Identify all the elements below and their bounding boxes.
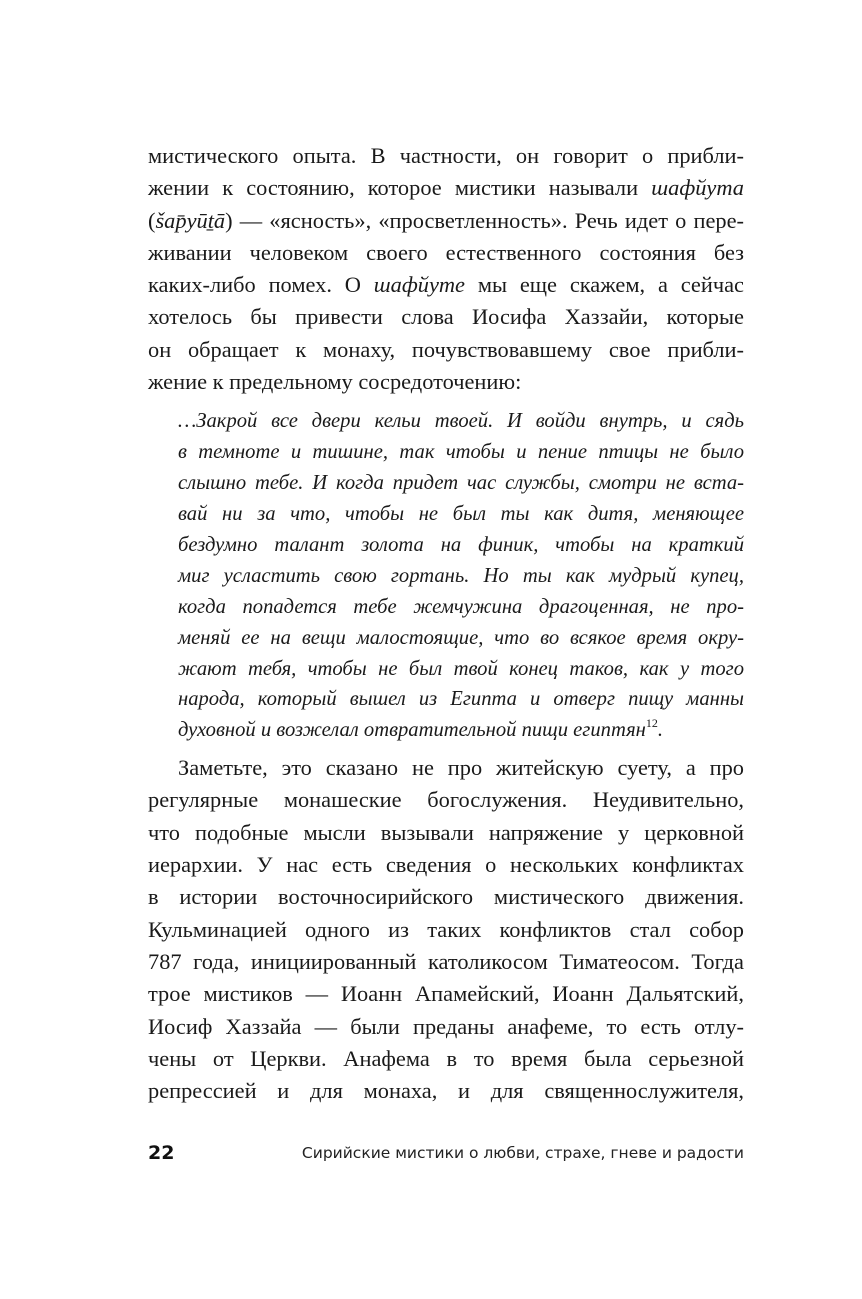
term-shafyuta: шафйута — [651, 175, 744, 201]
quote-line: в темноте и тишине, так чтобы и пение птицы не было — [178, 441, 744, 464]
quote-line: когда попадется тебе жемчужина драгоценная, не про- — [178, 595, 744, 618]
quote-line: слышно тебе. И когда придет час службы, смотри не вста- — [178, 472, 744, 495]
text-line: иерархии. У нас есть сведения о нескольких конфликтах — [148, 852, 744, 878]
text-line: живании человеком своего естественного состояния без — [148, 239, 744, 265]
text-line: он обращает к монаху, почувствовавшему свое прибли- — [148, 336, 744, 362]
text-line: (šap̄yūṯā) — «ясность», «просветленность». Речь идет о пере- — [148, 207, 744, 233]
page-body — [148, 140, 744, 1107]
text-line: репрессией и для монаха, и для священнослужителя, — [148, 1078, 744, 1104]
page-footer — [148, 1138, 744, 1168]
text-line: трое мистиков — Иоанн Апамейский, Иоанн Дальятский, — [148, 981, 744, 1007]
text-line: чены от Церкви. Анафема в то время была серьезной — [148, 1045, 744, 1071]
text-line: в истории восточносирийского мистического движения. — [148, 884, 744, 910]
text-line: жении к состоянию, которое мистики называли шафйута — [148, 175, 744, 201]
text-line: что подобные мысли вызывали напряжение у церковной — [148, 819, 744, 845]
text-line: мистического опыта. В частности, он говорит о прибли- — [148, 143, 744, 168]
paragraph-2 — [148, 752, 744, 1107]
footnote-reference[interactable]: 12 — [645, 716, 658, 731]
quote-line: миг усластить свою гортань. Но ты как мудрый купец, — [178, 564, 744, 587]
paragraph-1 — [148, 140, 744, 398]
quote-line: …Закрой все двери кельи твоей. И войди внутрь, и сядь — [178, 410, 744, 433]
quote-line: меняй ее на вещи малостоящие, что во всякое время окру- — [178, 626, 744, 649]
text-line: хотелось бы привести слова Иосифа Хаззайи, которые — [148, 304, 744, 330]
text-line: Кульминацией одного из таких конфликтов стал собор — [148, 916, 744, 942]
quote-line: народа, который вышел из Египта и отверг пищу манны — [178, 688, 744, 711]
block-quote — [148, 406, 744, 746]
transliteration: šap̄yūṯā — [155, 207, 226, 233]
page-number: 22 — [148, 1142, 175, 1164]
text-line: 787 года, инициированный католикосом Тиматеосом. Тогда — [148, 948, 744, 974]
text-line: жение к предельному сосредоточению: — [148, 369, 522, 395]
quote-line: вай ни за что, чтобы не был ты как дитя, меняющее — [178, 503, 744, 526]
text-line: каких-либо помех. О шафйуте мы еще скажем, а сейчас — [148, 272, 744, 298]
term-shafyute: шафйуте — [373, 272, 465, 298]
text-line: Иосиф Хаззайа — были преданы анафеме, то есть отлу- — [148, 1013, 744, 1039]
text-line: Заметьте, это сказано не про житейскую суету, а про — [178, 755, 744, 781]
text-line: регулярные монашеские богослужения. Неудивительно, — [148, 787, 744, 813]
running-title: Сирийские мистики о любви, страхе, гневе и радости — [301, 1144, 744, 1162]
quote-line: духовной и возжелал отвратительной пищи египтян$^{12}$. — [178, 716, 664, 742]
quote-line: жают тебя, чтобы не был твой конец таков, как у того — [178, 657, 744, 680]
quote-line: бездумно талант золота на финик, чтобы на краткий — [178, 533, 744, 556]
